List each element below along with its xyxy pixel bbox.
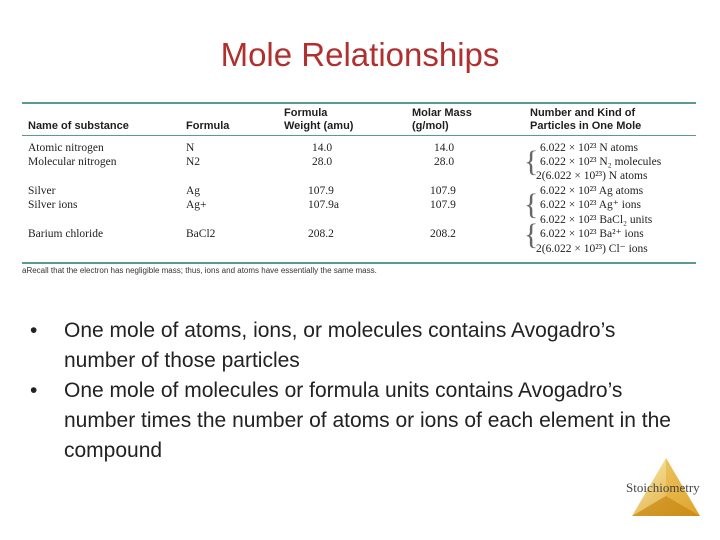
row-formula: N2 [186,156,201,168]
header-molar-line2: (g/mol) [412,120,449,132]
row-name: Molecular nitrogen [28,156,117,168]
table-header-rule [22,135,696,136]
header-molar-line1: Molar Mass [412,107,472,119]
particles-cell: 6.022 × 10²³ Ag⁺ ions [540,199,641,211]
table-footnote: aRecall that the electron has negligible mass; thus, ions and atoms have essentially the same mass. [22,266,377,275]
row-molar: 28.0 [434,156,455,168]
bullet-list [30,316,690,466]
row-molar: 107.9 [430,199,456,211]
row-name: Atomic nitrogen [28,142,104,154]
table-bottom-rule [22,262,696,264]
header-number-line2: Particles in One Mole [530,120,642,132]
particles-cell: 2(6.022 × 10²³) N atoms [536,170,648,182]
header-formula: Formula [186,120,230,132]
header-weight-line2: Weight (amu) [284,120,354,132]
particles-cell: 2(6.022 × 10²³) Cl⁻ ions [536,243,648,255]
row-formula: Ag [186,185,201,197]
bullet-dot-icon: • [30,319,38,342]
particles-cell: 6.022 × 10²³ Ag atoms [540,185,644,197]
particles-cell: 6.022 × 10²³ N₂ molecules [540,156,662,168]
header-number-line1: Number and Kind of [530,107,636,119]
bullet-item [30,376,690,466]
header-name: Name of substance [28,120,129,132]
header-weight-line1: Formula [284,107,328,119]
stoichiometry-logo [626,456,706,518]
row-formula: Ag+ [186,199,207,211]
bullet-dot-icon: • [30,379,38,402]
row-formula: BaCl2 [186,228,216,240]
logo-text: Stoichiometry [626,480,700,495]
row-molar: 14.0 [434,142,455,154]
bullet-text: One mole of molecules or formula units contains Avogadro’s number times the number of atoms or ions of each element in the compound [64,379,671,462]
row-weight: 28.0 [312,156,333,168]
bullet-text: One mole of atoms, ions, or molecules contains Avogadro’s number of those particles [64,319,616,372]
brace-icon: { [524,145,539,178]
row-formula: N [186,142,195,154]
row-weight: 107.9 [308,185,334,197]
row-weight: 14.0 [312,142,333,154]
slide-title: Mole Relationships [220,36,500,73]
table-top-rule [22,102,696,104]
particles-cell: 6.022 × 10²³ N atoms [540,142,639,154]
particles-cell: 6.022 × 10²³ BaCl₂ units [540,214,653,226]
row-name: Silver [28,185,56,197]
row-name: Barium chloride [28,228,104,240]
row-molar: 208.2 [430,228,456,240]
brace-icon: { [524,218,539,251]
row-weight: 107.9a [308,199,339,211]
bullet-item [30,316,690,376]
particles-cell: 6.022 × 10²³ Ba²⁺ ions [540,228,644,240]
row-name: Silver ions [28,199,78,211]
brace-icon: { [524,188,539,221]
row-molar: 107.9 [430,185,456,197]
row-weight: 208.2 [308,228,334,240]
